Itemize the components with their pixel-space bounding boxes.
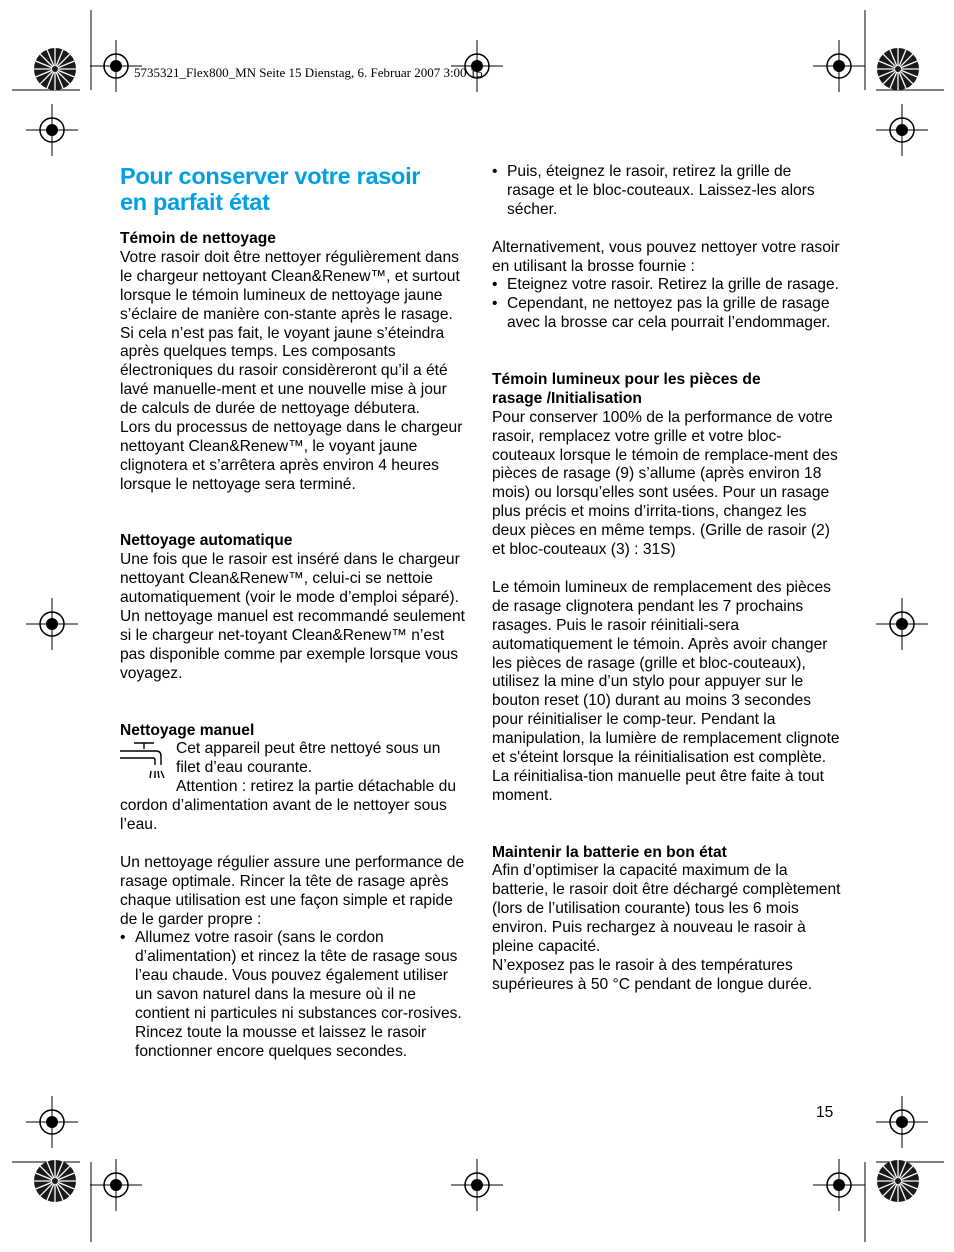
list-item: • Cependant, ne nettoyez pas la grille de rasage avec la brosse car cela pourrait l’endommager. — [492, 295, 831, 332]
paragraph: Une fois que le rasoir est inséré dans le chargeur nettoyant Clean&Renew™, celui-ci se nettoie automatiquement (voir le mode d’emploi séparé). Un nettoyage manuel est recommandé seulement si le chargeur net-toyant Clean&Renew™ n’est pas disponible comme par exemple lorsque vous voyagez. — [120, 551, 465, 682]
list-item: • Allumez votre rasoir (sans le cordon d’alimentation) et rincez la tête de rasage sous l’eau chaude. Vous pouvez également utiliser un savon naturel dans la mesure où il ne contient ni particules ni substances cor-rosives. Rincez toute la mousse et laissez le rasoir fonctionner encore quelques secondes. — [120, 929, 462, 1060]
bullet-icon: • — [492, 295, 498, 313]
tap-note — [120, 740, 466, 835]
paragraph: Le témoin lumineux de remplacement des pièces de rasage clignotera pendant les 7 prochains rasages. Puis le rasoir réinitiali-sera automatiquement le témoin. Après avoir changer les pièces de rasage (grille et bloc-couteaux), utilisez la mine d’un stylo pour appuyer sur le bouton reset (10) durant au moins 3 secondes pour réinitialiser le comp-teur. Pendant la manipulation, la lumière de remplacement clignote et s'éteint lorsque la réinitialisation est complète. La réinitialisa-tion manuelle peut être faite à tout moment. — [492, 578, 840, 804]
paragraph: Afin d’optimiser la capacité maximum de la batterie, le rasoir doit être déchargé complètement (lors de l’utilisation courante) tous les 6 mois environ. Puis rechargez à nouveau le rasoir à pleine capacité. — [492, 862, 841, 956]
paragraph: Lors du processus de nettoyage dans le chargeur nettoyant Clean&Renew™, le voyant jaune clignotera et s’arrêtera après environ 4 heures lorsque le nettoyage sera terminé. — [120, 419, 463, 493]
page-number: 15 — [816, 1104, 834, 1121]
paragraph: Alternativement, vous pouvez nettoyer votre rasoir en utilisant la brosse fournie : — [492, 238, 840, 275]
list-item: • Puis, éteignez le rasoir, retirez la grille de rasage et le bloc-couteaux. Laissez-les alors sécher. — [492, 163, 815, 218]
paragraph: N’exposez pas le rasoir à des températures supérieures à 50 °C pendant de longue durée. — [492, 957, 813, 993]
heading-temoin-pieces: Témoin lumineux pour les pièces de rasage /Initialisation — [492, 370, 761, 407]
starburst-mark-top-right — [877, 48, 919, 90]
page-title: Pour conserver votre rasoir en parfait état — [120, 163, 421, 215]
heading-nettoyage-automatique: Nettoyage automatique — [120, 532, 293, 550]
heading-batterie: Maintenir la batterie en bon état — [492, 843, 727, 861]
paragraph: Un nettoyage régulier assure une performance de rasage optimale. Rincer la tête de rasage après chaque utilisation est une façon simple et rapide de le garder propre : — [120, 853, 465, 928]
right-column — [492, 163, 842, 995]
list-item: • Eteignez votre rasoir. Retirez la grille de rasage. — [492, 276, 839, 294]
paragraph: Pour conserver 100% de la performance de votre rasoir, remplacez votre grille et votre bloc-couteaux lorsque le témoin de remplace-ment des pièces de rasage (9) s’allume (après environ 18 mois) ou lorsqu’elles sont usées. Pour un rasage plus précis et moins d’irrita-tions, changez les deux pièces en même temps. (Grille de rasoir (2) et bloc-couteaux (3) : 31S) — [492, 408, 838, 559]
paragraph: Attention : retirez la partie détachable du cordon d’alimentation avant de le nettoyer sous l’eau. — [120, 778, 456, 834]
starburst-mark-bottom-right — [877, 1160, 919, 1202]
left-column — [120, 163, 466, 1062]
bullet-icon: • — [492, 163, 498, 180]
starburst-mark-top-left — [34, 48, 76, 90]
starburst-mark-bottom-left — [34, 1160, 76, 1202]
print-header-line: 5735321_Flex800_MN Seite 15 Dienstag, 6. Februar 2007 3:00 15 — [134, 65, 483, 80]
bullet-icon: • — [120, 929, 126, 947]
paragraph: Votre rasoir doit être nettoyer régulièrement dans le chargeur nettoyant Clean&Renew™, et surtout lorsque le témoin lumineux de nettoyage jaune s’éclaire de manière con-stante après le rasage. Si cela n’est pas fait, le voyant jaune s’éteindra après quelques temps. Les composants électroniques du rasoir considèreront qu’il a été lavé manuelle-ment et une nouvelle mise à jour de calculs de durée de nettoyage débutera. — [120, 248, 460, 418]
paragraph: Cet appareil peut être nettoyé sous un filet d’eau courante. — [176, 740, 441, 777]
heading-temoin-nettoyage: Témoin de nettoyage — [120, 230, 276, 247]
bullet-icon: • — [492, 276, 498, 294]
tap-water-icon — [120, 740, 168, 782]
heading-nettoyage-manuel: Nettoyage manuel — [120, 721, 255, 739]
